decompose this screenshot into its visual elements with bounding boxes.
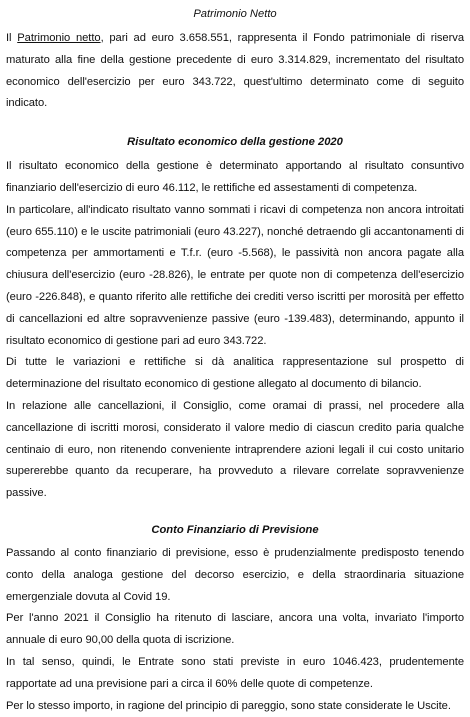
paragraph-patrimonio-netto [6,28,464,115]
paragraph-lead: Il [6,32,18,44]
paragraph-risultato-3: Di tutte le variazioni e rettifiche si dà analitica rappresentazione sul prospetto di determinazione del risultato economico di gestione allegato al documento di bilancio. [6,356,464,391]
paragraph-rest: , pari ad euro 3.658.551, rappresenta il Fondo patrimoniale di riserva maturato alla fine della gestione precedente di euro 3.314.829, incrementato del risultato economico dell'esercizio per euro 343.722, quest'ultimo determinato come di seguito indicato. [6,32,464,110]
paragraph-conto-3: In tal senso, quindi, le Entrate sono stati previste in euro 1046.423, prudentemente rapportate ad una previsione pari a circa il 60% delle quote di competenze. [6,655,464,690]
section-heading-risultato-economico: Risultato economico della gestione 2020 [127,136,343,149]
paragraph-conto-2: Per l'anno 2021 il Consiglio ha ritenuto di lasciare, ancora una volta, invariato l'importo annuale di euro 90,00 della quota di iscrizione. [6,612,464,647]
section-heading-conto-finanziario: Conto Finanziario di Previsione [151,523,319,536]
paragraph-risultato-2: In particolare, all'indicato risultato vanno sommati i ricavi di competenza non ancora introitati (euro 655.110) e le uscite patrimoniali (euro 43.227), nonché detraendo gli accantonamenti di competenza per ammortamenti e T.f.r. (euro -5.568), le passività non ancora pagate alla chiusura dell'esercizio (euro -28.826), le entrate per quote non di competenza dell'esercizio (euro -226.848), e quanto riferito alle rettifiche dei crediti verso iscritti per morosità per effetto di cancellazioni ed altre sopravvenienze passive (euro -139.483), determinando, appunto il risultato economico di gestione pari ad euro 343.722. [6,203,464,347]
section-heading-patrimonio-netto: Patrimonio Netto [193,8,277,20]
paragraph-conto-1: Passando al conto finanziario di previsione, esso è prudenzialmente predisposto tenendo conto della analoga gestione del decorso esercizio, e della straordinaria situazione emergenziale dovuta al Covid 19. [6,546,464,603]
paragraph-risultato-1: Il risultato economico della gestione è determinato apportando al risultato consuntivo finanziario dell'esercizio di euro 46.112, le rettifiche ed assestamenti di competenza. [6,160,464,194]
underlined-term: Patrimonio netto [17,32,101,44]
paragraph-risultato-4: In relazione alle cancellazioni, il Consiglio, come oramai di prassi, nel procedere alla cancellazione di iscritti morosi, considerato il valore medio di ciascun credito paria qualche centinaio di euro, non ritenendo conveniente intraprendere azioni legali il cui costo unitario supererebbe quanto da recuperare, ha provveduto a rilevare correlate sopravvenienze passive. [6,399,464,500]
paragraph-conto-4: Per lo stesso importo, in ragione del principio di pareggio, sono state considerate le Uscite. [6,699,451,712]
